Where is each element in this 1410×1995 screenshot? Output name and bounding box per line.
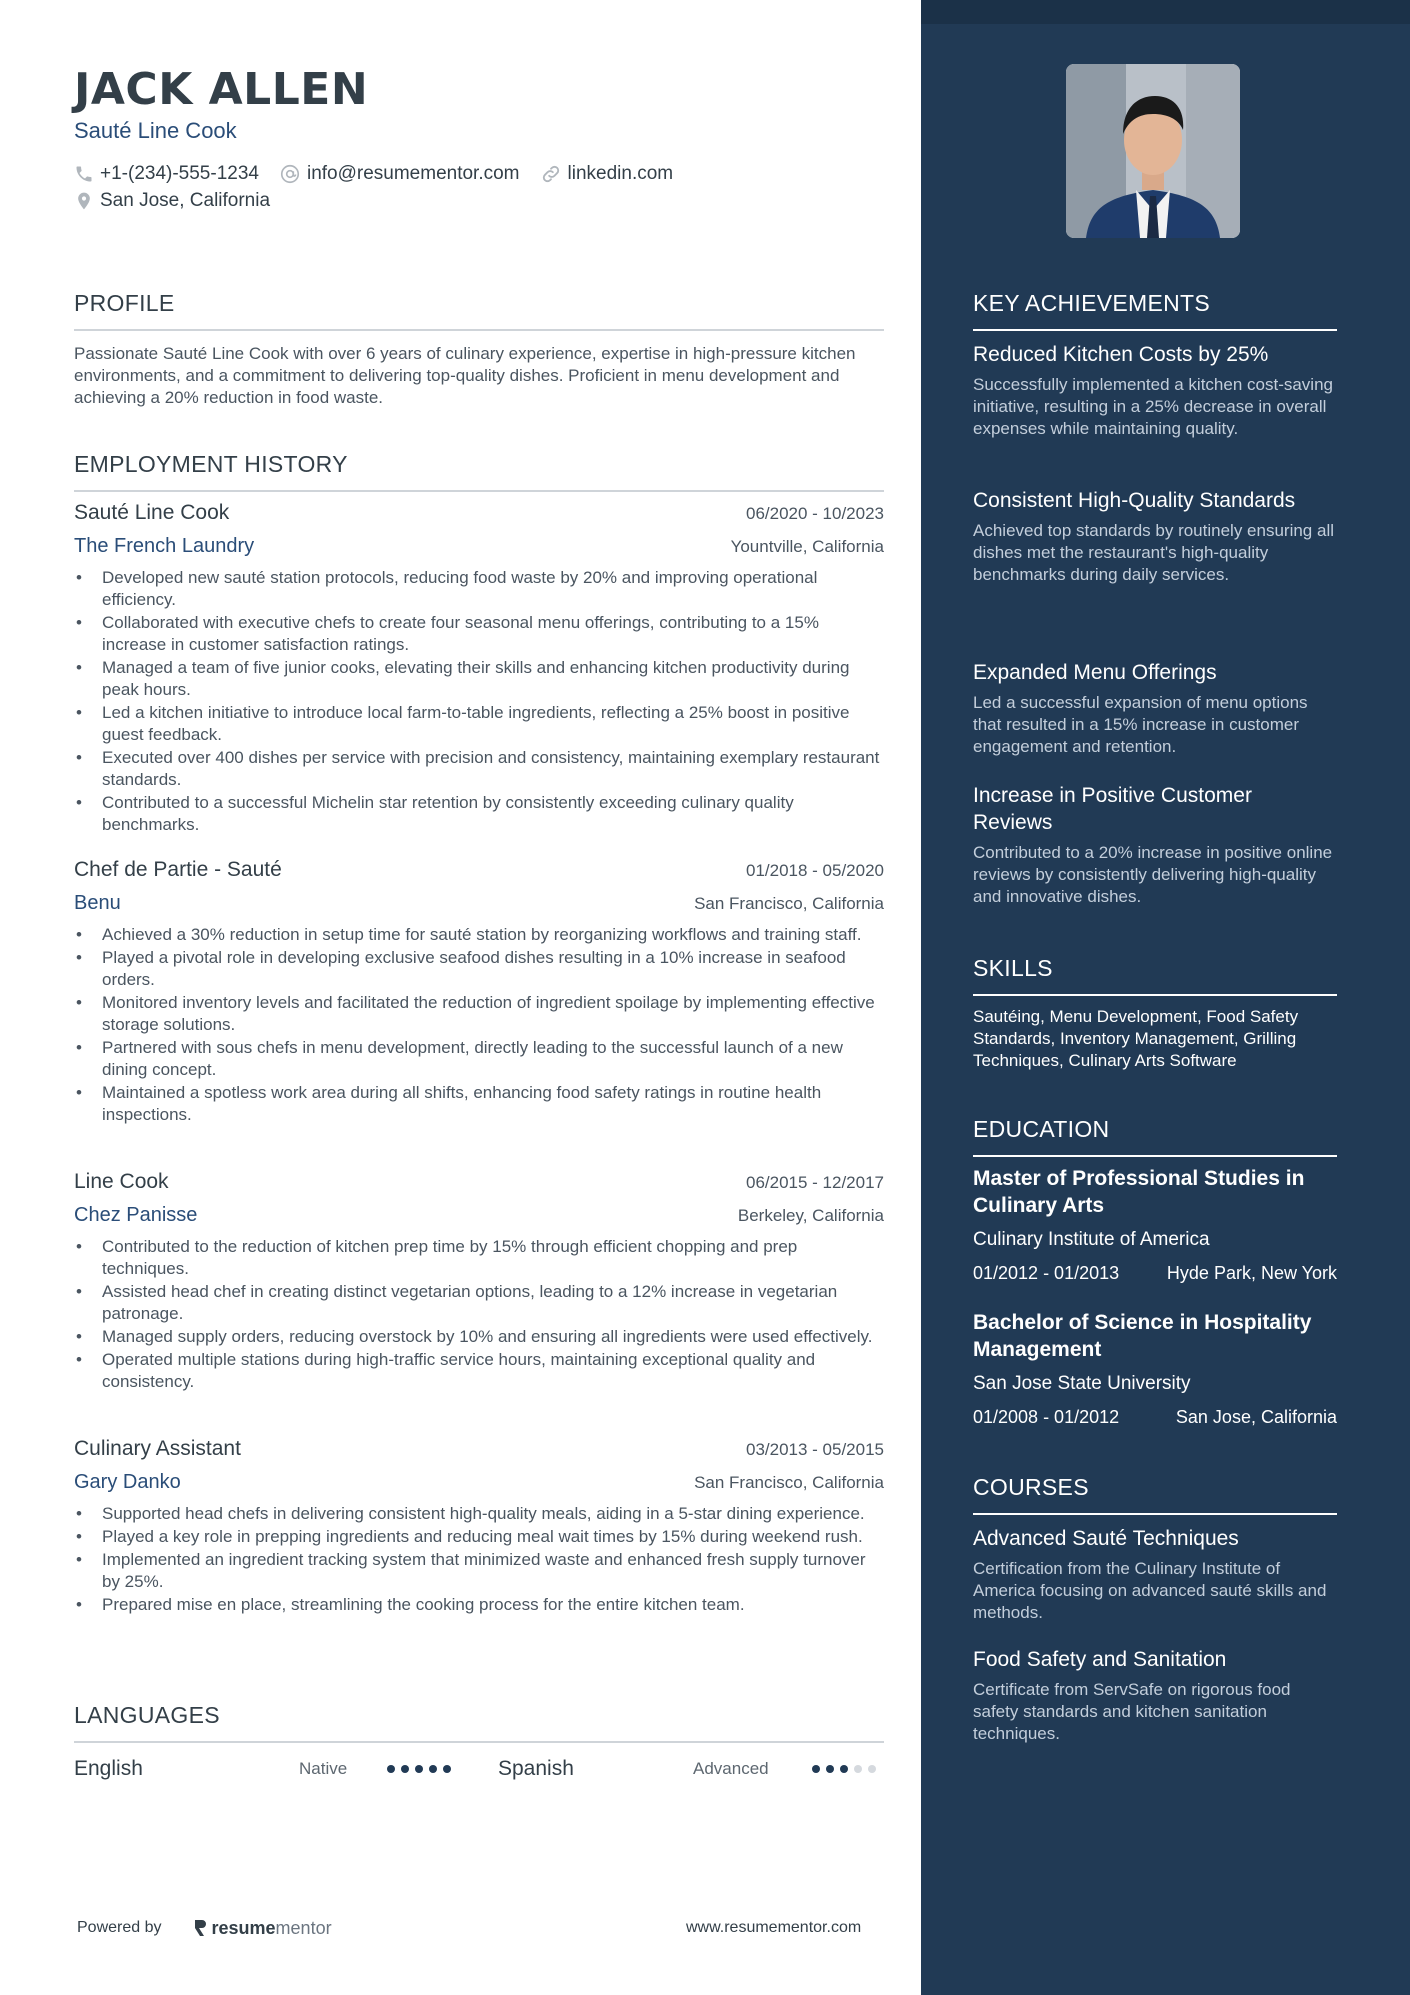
job-bullet: • Led a kitchen initiative to introduce local farm-to-table ingredients, reflecting a 25% boost in positive guest feedback. (74, 702, 884, 746)
linkedin-text: linkedin.com (567, 163, 674, 184)
rating-dot-empty (868, 1765, 876, 1773)
location-contact (74, 190, 270, 212)
achievement-item (973, 341, 1337, 440)
course-title: Advanced Sauté Techniques (973, 1527, 1239, 1550)
achievements-heading: KEY ACHIEVEMENTS (973, 290, 1337, 331)
email-contact[interactable] (279, 163, 520, 185)
job-entry (74, 501, 884, 837)
language-name: Spanish (498, 1757, 574, 1780)
courses-heading: COURSES (973, 1474, 1337, 1515)
profile-heading: PROFILE (74, 290, 884, 331)
phone-icon (74, 164, 94, 184)
education-heading: EDUCATION (973, 1116, 1337, 1157)
course-item (973, 1525, 1337, 1624)
job-bullets (74, 1503, 884, 1616)
rating-dot-filled (429, 1765, 437, 1773)
brand-bold: resume (211, 1917, 276, 1938)
employment-heading: EMPLOYMENT HISTORY (74, 451, 884, 492)
job-dates: 06/2015 - 12/2017 (745, 1173, 884, 1192)
achievement-item (973, 487, 1337, 586)
job-bullet: • Implemented an ingredient tracking system that minimized waste and enhanced fresh supply turnover by 25%. (74, 1549, 884, 1593)
sidebar-column (921, 0, 1410, 1995)
link-icon (540, 163, 562, 185)
email-text: info@resumementor.com (306, 163, 520, 184)
job-title: Sauté Line Cook (74, 501, 230, 524)
skills-text: Sautéing, Menu Development, Food Safety Standards, Inventory Management, Grilling Techniques, Culinary Arts Software (973, 1007, 1299, 1070)
profile-text: Passionate Sauté Line Cook with over 6 years of culinary experience, expertise in high-pressure kitchen environments, and a commitment to delivering top-quality dishes. Proficient in menu development and achieving a 20% reduction in food waste. (74, 344, 856, 407)
job-bullet: • Developed new sauté station protocols, reducing food waste by 20% and improving operational efficiency. (74, 567, 884, 611)
profile-photo (1066, 64, 1240, 238)
job-location: San Francisco, California (694, 894, 884, 913)
job-title: Chef de Partie - Sauté (74, 858, 282, 881)
job-bullets (74, 924, 884, 1126)
job-company: Benu (74, 892, 121, 914)
job-title: Culinary Assistant (74, 1437, 241, 1460)
education-dates: 01/2008 - 01/2012 (973, 1407, 1120, 1427)
education-dates: 01/2012 - 01/2013 (973, 1263, 1120, 1283)
education-item (973, 1165, 1337, 1284)
language-item (74, 1754, 143, 1784)
rating-dot-empty (854, 1765, 862, 1773)
job-bullet: • Maintained a spotless work area during all shifts, enhancing food safety ratings in routine health inspections. (74, 1082, 884, 1126)
achievement-item (973, 782, 1337, 908)
job-bullet: • Played a pivotal role in developing exclusive seafood dishes resulting in a 10% increase in seafood orders. (74, 947, 884, 991)
job-entry (74, 858, 884, 1127)
rating-dot-filled (415, 1765, 423, 1773)
contact-row (74, 161, 693, 187)
brand-logo[interactable] (192, 1918, 332, 1939)
achievement-text: Contributed to a 20% increase in positive online reviews by consistently delivering high-quality and innovative dishes. (973, 843, 1333, 906)
course-item (973, 1646, 1337, 1745)
job-bullet: • Executed over 400 dishes per service with precision and consistency, maintaining exemplary restaurant standards. (74, 747, 884, 791)
candidate-name: JACK ALLEN (74, 64, 369, 115)
job-bullet: • Achieved a 30% reduction in setup time for sauté station by reorganizing workflows and training staff. (74, 924, 884, 946)
achievement-title: Expanded Menu Offerings (973, 661, 1217, 684)
job-bullet: • Monitored inventory levels and facilitated the reduction of ingredient spoilage by implementing effective storage solutions. (74, 992, 884, 1036)
job-entry (74, 1437, 884, 1617)
rating-dot-filled (401, 1765, 409, 1773)
job-location: San Francisco, California (694, 1473, 884, 1492)
footer-url[interactable] (686, 1916, 861, 1940)
languages-row (74, 1754, 884, 1784)
course-text: Certification from the Culinary Institute of America focusing on advanced sauté skills and methods. (973, 1559, 1327, 1622)
language-level-wrap (299, 1754, 347, 1784)
rating-dot-filled (387, 1765, 395, 1773)
job-bullets (74, 1236, 884, 1393)
language-level-wrap (693, 1754, 769, 1784)
job-location: Yountville, California (730, 537, 884, 556)
job-bullets (74, 567, 884, 836)
languages-heading: LANGUAGES (74, 1702, 884, 1743)
achievement-text: Achieved top standards by routinely ensuring all dishes met the restaurant's high-quality benchmarks during daily services. (973, 521, 1334, 584)
achievement-text: Successfully implemented a kitchen cost-saving initiative, resulting in a 25% decrease in overall expenses while maintaining quality. (973, 375, 1333, 438)
job-bullet: • Managed a team of five junior cooks, elevating their skills and enhancing kitchen productivity during peak hours. (74, 657, 884, 701)
education-location: San Jose, California (1175, 1407, 1337, 1427)
footer-url-text: www.resumementor.com (686, 1919, 862, 1936)
language-rating (387, 1754, 457, 1784)
achievement-item (973, 659, 1337, 758)
avatar-icon (1066, 64, 1240, 238)
job-company: Chez Panisse (74, 1204, 198, 1226)
rating-dot-filled (826, 1765, 834, 1773)
education-degree: Bachelor of Science in Hospitality Management (973, 1311, 1312, 1361)
achievement-text: Led a successful expansion of menu options that resulted in a 15% increase in customer engagement and retention. (973, 693, 1308, 756)
job-bullet: • Operated multiple stations during high-traffic service hours, maintaining exceptional quality and consistency. (74, 1349, 884, 1393)
location-text: San Jose, California (100, 190, 271, 211)
skills-heading: SKILLS (973, 955, 1337, 996)
brand-light: mentor (275, 1917, 332, 1938)
location-row (74, 188, 290, 214)
education-location: Hyde Park, New York (1166, 1263, 1337, 1283)
linkedin-contact[interactable] (540, 163, 674, 185)
job-bullet: • Assisted head chef in creating distinct vegetarian options, leading to a 12% increase in vegetarian patronage. (74, 1281, 884, 1325)
education-school: Culinary Institute of America (973, 1229, 1210, 1250)
job-bullet: • Contributed to the reduction of kitchen prep time by 15% through efficient chopping and prep techniques. (74, 1236, 884, 1280)
job-bullet: • Supported head chefs in delivering consistent high-quality meals, aiding in a 5-star dining experience. (74, 1503, 884, 1525)
at-icon (279, 163, 301, 185)
job-dates: 03/2013 - 05/2015 (745, 1440, 884, 1459)
job-bullet: • Prepared mise en place, streamlining the cooking process for the entire kitchen team. (74, 1594, 884, 1616)
achievement-title: Consistent High-Quality Standards (973, 489, 1296, 512)
language-rating (812, 1754, 882, 1784)
job-title: Line Cook (74, 1170, 169, 1193)
achievement-title: Increase in Positive Customer Reviews (973, 784, 1252, 834)
job-bullet: • Partnered with sous chefs in menu development, directly leading to the successful launch of a new dining concept. (74, 1037, 884, 1081)
rating-dot-filled (812, 1765, 820, 1773)
job-dates: 01/2018 - 05/2020 (745, 861, 884, 880)
job-dates: 06/2020 - 10/2023 (745, 504, 884, 523)
course-text: Certificate from ServSafe on rigorous food safety standards and kitchen sanitation techniques. (973, 1680, 1291, 1743)
job-bullet: • Managed supply orders, reducing overstock by 10% and ensuring all ingredients were used effectively. (74, 1326, 884, 1348)
map-pin-icon (74, 190, 94, 212)
language-level: Advanced (693, 1759, 769, 1778)
education-school: San Jose State University (973, 1373, 1191, 1394)
job-entry (74, 1170, 884, 1394)
job-location: Berkeley, California (737, 1206, 884, 1225)
education-item (973, 1309, 1337, 1428)
language-item (498, 1754, 574, 1784)
job-bullet: • Contributed to a successful Michelin star retention by consistently exceeding culinary quality benchmarks. (74, 792, 884, 836)
candidate-role: Sauté Line Cook (74, 118, 237, 143)
footer-powered (77, 1916, 332, 1940)
rating-dot-filled (840, 1765, 848, 1773)
brand-mark-icon (192, 1918, 208, 1938)
education-degree: Master of Professional Studies in Culinary Arts (973, 1167, 1305, 1217)
language-level: Native (299, 1759, 348, 1778)
phone-text: +1-(234)-555-1234 (100, 163, 259, 184)
language-name: English (74, 1757, 143, 1780)
job-bullet: • Played a key role in prepping ingredients and reducing meal wait times by 15% during weekend rush. (74, 1526, 884, 1548)
sidebar-top-band (921, 0, 1410, 24)
rating-dot-filled (443, 1765, 451, 1773)
course-title: Food Safety and Sanitation (973, 1648, 1227, 1671)
powered-by-label: Powered by (77, 1919, 162, 1936)
job-company: Gary Danko (74, 1471, 181, 1493)
phone-contact[interactable] (74, 163, 259, 185)
job-company: The French Laundry (74, 535, 255, 557)
job-bullet: • Collaborated with executive chefs to create four seasonal menu offerings, contributing to a 15% increase in customer satisfaction ratings. (74, 612, 884, 656)
achievement-title: Reduced Kitchen Costs by 25% (973, 343, 1269, 366)
